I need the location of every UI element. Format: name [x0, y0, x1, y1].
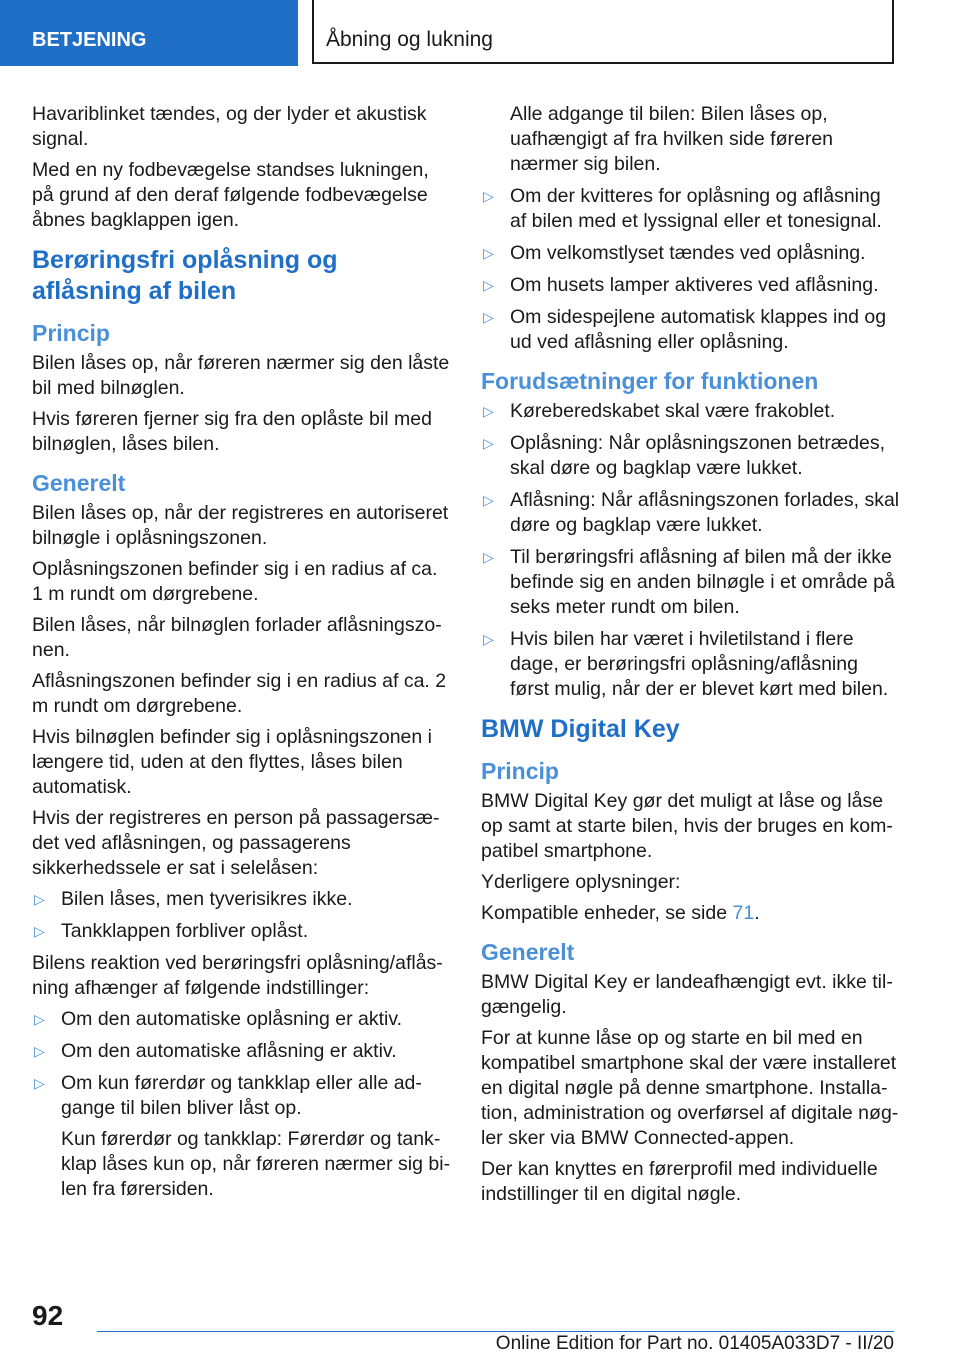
paragraph: Bilen låses op, når føreren nærmer sig den låste bil med bilnøglen. [32, 352, 450, 399]
footer-divider [97, 1331, 894, 1332]
triangle-bullet-icon: ▷ [34, 1075, 45, 1091]
list-item: ▷ Om den automatiske aflåsning er aktiv. [34, 1040, 397, 1062]
triangle-bullet-icon: ▷ [483, 435, 494, 451]
list-item: ▷ Oplåsning: Når oplåsningszonen betrædes, skal døre og bagklap være lukket. [483, 432, 886, 479]
triangle-bullet-icon: ▷ [483, 492, 494, 508]
paragraph: Med en ny fodbevægelse standses lukningen, på grund af den deraf følgende fodbevægelse åbnes bagklappen igen. [32, 159, 429, 231]
bullet-list [481, 184, 901, 355]
bullet-list [481, 399, 901, 702]
list-item: ▷ Hvis bilen har været i hviletilstand i flere dage, er berøringsfri oplåsning/aflåsning først mulig, når der er blevet kørt med bilen. [483, 628, 889, 700]
list-item: ▷ Om der kvitteres for oplåsning og aflåsning af bilen med et lyssignal eller et tonesignal. [483, 185, 882, 232]
page-number: 92 [32, 1300, 64, 1331]
paragraph: For at kunne låse op og starte en bil med en kompatibel smartphone skal der være installeret en digital nøgle på denne smartphone. Installation, administration og overførsel af digitale nøgler sker via BMW Connected-appen. [481, 1027, 899, 1149]
paragraph: Hvis bilnøglen befinder sig i oplåsningszonen i længere tid, uden at den flyttes, låses bilen automatisk. [32, 726, 432, 798]
list-item: ▷ Om husets lamper aktiveres ved aflåsning. [483, 274, 879, 296]
list-item: ▷ Til berøringsfri aflåsning af bilen må der ikke befinde sig en anden bilnøgle i et område på seks meter rundt om bilen. [483, 546, 895, 618]
list-item: ▷ Om velkomstlyset tændes ved oplåsning. [483, 242, 866, 264]
subheading-generelt: Generelt [481, 939, 575, 965]
bullet-list [32, 887, 452, 944]
paragraph: BMW Digital Key er landeafhængigt evt. ikke tilgængelig. [481, 971, 893, 1018]
list-item-continuation: Alle adgange til bilen: Bilen låses op, uafhængigt af fra hvilken side føreren nærmer sig bilen. [510, 103, 834, 175]
list-item: ▷ Om den automatiske oplåsning er aktiv. [34, 1008, 403, 1030]
paragraph: Bilen låses op, når der registreres en autoriseret bilnøgle i oplåsningszonen. [32, 502, 449, 549]
subheading-forudsaetninger: Forudsætninger for funktionen [481, 368, 819, 394]
paragraph: Yderligere oplysninger: [481, 871, 681, 893]
triangle-bullet-icon: ▷ [483, 245, 494, 261]
triangle-bullet-icon: ▷ [483, 403, 494, 419]
paragraph: Bilens reaktion ved berøringsfri oplåsning/aflåsning afhænger af følgende indstillinger: [32, 952, 443, 999]
subheading-generelt: Generelt [32, 470, 126, 496]
triangle-bullet-icon: ▷ [483, 631, 494, 647]
subheading-princip: Princip [481, 758, 559, 784]
paragraph: Bilen låses, når bilnøglen forlader aflåsningszonen. [32, 614, 442, 661]
list-item: ▷ Bilen låses, men tyverisikres ikke. [34, 888, 353, 910]
triangle-bullet-icon: ▷ [483, 309, 494, 325]
edition-text: Online Edition for Part no. 01405A033D7 - II/20 [495, 1333, 894, 1354]
section-label: BETJENING [0, 0, 298, 66]
chapter-title: Åbning og lukning [312, 0, 894, 64]
paragraph: Aflåsningszonen befinder sig i en radius af ca. 2 m rundt om dørgrebene. [32, 670, 447, 717]
page-link[interactable]: 71 [732, 902, 755, 924]
triangle-bullet-icon: ▷ [483, 549, 494, 565]
left-column [32, 102, 452, 1209]
paragraph: Der kan knyttes en førerprofil med individuelle indstillinger til en digital nøgle. [481, 1158, 878, 1205]
list-item: ▷ Aflåsning: Når aflåsningszonen forlades, skal døre og bagklap være lukket. [483, 489, 900, 536]
triangle-bullet-icon: ▷ [34, 1043, 45, 1059]
section-heading: Berøringsfri oplåsning og aflåsning af bilen [32, 246, 338, 305]
triangle-bullet-icon: ▷ [34, 923, 45, 939]
list-item-subtext: Kun førerdør og tankklap: Førerdør og tankklap låses kun op, når føreren nærmer sig bilen fra førersiden. [61, 1128, 451, 1200]
paragraph: Havariblinket tændes, og der lyder et akustisk signal. [32, 103, 427, 150]
paragraph: Kompatible enheder, se side 71. [481, 902, 760, 924]
triangle-bullet-icon: ▷ [483, 277, 494, 293]
paragraph: Hvis føreren fjerner sig fra den oplåste bil med bilnøglen, låses bilen. [32, 408, 432, 455]
paragraph: Hvis der registreres en person på passagersædet ved aflåsningen, og passagerens sikkerhedssele er sat i selelåsen: [32, 807, 440, 879]
section-heading: BMW Digital Key [481, 715, 680, 743]
paragraph: BMW Digital Key gør det muligt at låse og låse op samt at starte bilen, hvis der bruges en kompatibel smartphone. [481, 790, 893, 862]
list-item: ▷ Om sidespejlene automatisk klappes ind og ud ved aflåsning eller oplåsning. [483, 306, 887, 353]
right-column [481, 102, 901, 1213]
paragraph: Oplåsningszonen befinder sig i en radius af ca. 1 m rundt om dørgrebene. [32, 558, 438, 605]
subheading-princip: Princip [32, 320, 110, 346]
triangle-bullet-icon: ▷ [34, 891, 45, 907]
triangle-bullet-icon: ▷ [483, 188, 494, 204]
bullet-list [32, 1007, 452, 1202]
list-item: ▷ Tankklappen forbliver oplåst. [34, 920, 309, 942]
triangle-bullet-icon: ▷ [34, 1011, 45, 1027]
list-item: ▷ Køreberedskabet skal være frakoblet. [483, 400, 836, 422]
list-item: ▷ Om kun førerdør og tankklap eller alle adgange til bilen bliver låst op. Kun førerdør og tankklap: Førerdør og tankklap låses kun op, når føreren nærmer sig bilen fra førersiden. [34, 1072, 451, 1200]
page-header [0, 0, 960, 66]
